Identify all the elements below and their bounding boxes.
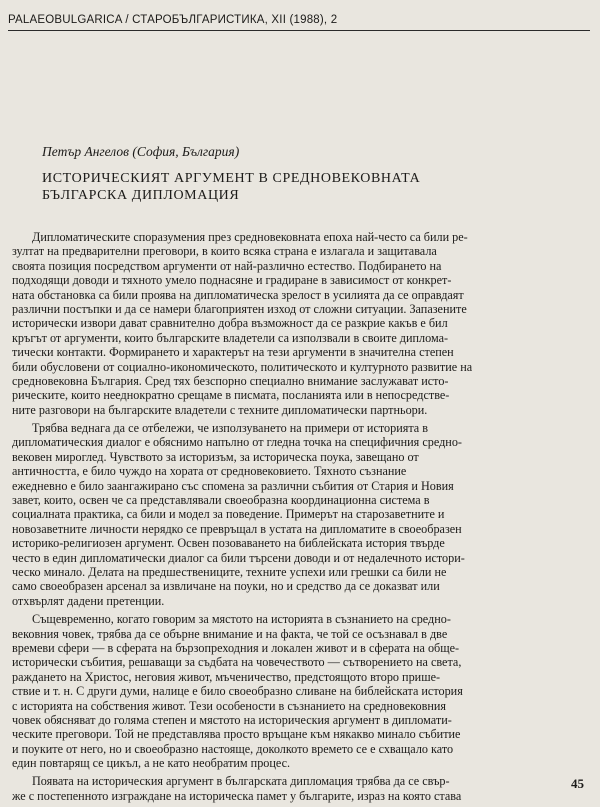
text-line: ческо минало. Делата на предшествениците, техните успехи или грешки са били не [12, 564, 447, 579]
title-line: ИСТОРИЧЕСКИЯТ АРГУМЕНТ В СРЕДНОВЕКОВНАТА [42, 171, 421, 186]
text-line: различни постъпки и да се намери благоприятен изход от сложни ситуации. Запазените [12, 301, 467, 316]
text-line: кръгът от аргументи, които българските владетели са използвали в своите диплома- [12, 330, 449, 345]
article-author: Петър Ангелов (София, България) [42, 144, 240, 159]
text-line: често в един дипломатически диалог са били търсени доводи и от недалечното истори- [12, 550, 465, 565]
text-line: раждането на Христос, неговия живот, мъченичество, предстоящото второ прише- [12, 669, 441, 684]
text-line: времеви сфери — в сферата на бързопреходния и локален живот и в сферата на обще- [12, 640, 460, 655]
text-line: своята позиция посредством аргументи от най-различно естество. Подбирането на [12, 258, 442, 273]
text-line: зултат на предварителни преговори, в които всяка страна е излагала и защитавала [12, 244, 437, 259]
article-title [42, 170, 462, 204]
text-line: ната обстановка са били проява на дипломатическа зрелост в усилията да се оправдаят [12, 287, 464, 302]
text-line: и поуките от него, но и своеобразно настояще, доколкото времето се е схващало като [12, 741, 454, 756]
text-line: вековния човек, трябва да се обърне внимание и на факта, че той се осъзнавал в две [12, 626, 448, 641]
page-number: 45 [571, 776, 584, 791]
running-header: PALAEOBULGARICA / СТАРОБЪЛГАРИСТИКА, XII (1988), 2 [8, 14, 590, 31]
article-body [12, 230, 590, 807]
text-line: ческите преговори. Той не представлява просто връщане към някакво минало събитие [12, 727, 461, 742]
paragraph [12, 774, 590, 803]
text-line: Дипломатическите споразумения през средновековната епоха най-често са били ре- [32, 230, 468, 244]
paragraph [12, 421, 590, 608]
title-line: БЪЛГАРСКА ДИПЛОМАЦИЯ [42, 188, 240, 203]
text-line: исторически извори дават сравнително добра възможност да се разкрие какъв е бил [12, 316, 448, 331]
text-line: били обусловени от социално-икономическото, политическото и културното развитие на [12, 359, 473, 374]
text-line: отхвърлят дадени претенции. [12, 593, 165, 608]
text-line: социалната практика, са били и модел за поведение. Примерът на старозаветните и [12, 507, 445, 522]
text-line: же с постепенното изграждане на историческа памет у българите, израз на която става [12, 788, 462, 803]
text-line: завет, които, освен че са представлявали своеобразна координационна система в [12, 493, 430, 508]
text-line: човек обясняват до голяма степен и мястото на историческия аргумент в дипломати- [12, 712, 452, 727]
text-line: Появата на историческия аргумент в българската дипломация трябва да се свър- [32, 774, 450, 789]
text-line: исторически събития, решаващи за съдбата на човечеството — сътворението на света, [12, 655, 462, 670]
paragraph [12, 612, 590, 770]
text-line: вековен мироглед. Чувството за историзъм, за историческа поука, завещано от [12, 449, 419, 464]
text-line: Същевременно, когато говорим за мястото на историята в съзнанието на средно- [32, 612, 451, 627]
text-line: историко-религиозен аргумент. Освен позоваването на библейската история твърде [12, 536, 445, 551]
text-line: ежедневно е било заангажирано със спомена за различни събития от Стария и Новия [12, 478, 454, 493]
text-line: тически контакти. Формирането и характерът на тези аргументи в значителна степен [12, 345, 454, 360]
text-line: средновековна България. Сред тях безспорно специално внимание заслужават исто- [12, 373, 449, 388]
text-line: рическите, които нееднократно срещаме в писмата, посланията или в непосредстве- [12, 388, 450, 403]
text-line: един повтарящ се цикъл, а не като необратим процес. [12, 756, 291, 771]
text-line: дипломатическия диалог е обяснимо напълно от гледна точка на специфичния средно- [12, 435, 462, 450]
text-line: ствие и т. н. С други думи, налице е било своеобразно сливане на библейската история [12, 684, 463, 699]
text-line: новозаветните личности нерядко се превръщал в устата на дипломатите в своеобразен [12, 521, 462, 536]
text-line: подходящи доводи и тяхното умело поднасяне и градиране в зависимост от конкрет- [12, 273, 452, 288]
text-line: Трябва веднага да се отбележи, че използуването на примери от историята в [32, 421, 429, 436]
paragraph [12, 230, 590, 417]
text-line: античността, е било чуждо на хората от средновековието. Тяхното съзнание [12, 464, 407, 479]
text-line: с историята на собствения живот. Тези особености в съзнанието на средновековния [12, 698, 447, 713]
text-line: ните разговори на българските владетели с техните дипломатически партньори. [12, 402, 428, 417]
text-line: само своеобразен арсенал за извличане на поуки, но и средство да се доказват или [12, 579, 440, 594]
